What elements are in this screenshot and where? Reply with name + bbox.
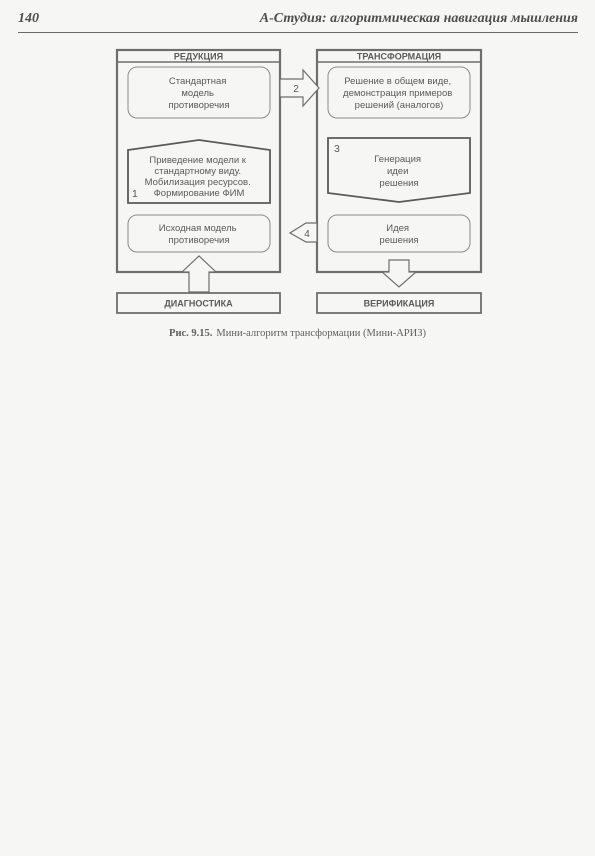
- figure-number: Рис. 9.15.: [169, 328, 213, 339]
- left-middle-box-number: 1: [132, 188, 138, 200]
- left-top-box-text: Стандартная модель противоречия: [168, 76, 230, 111]
- up-arrow-diagnostics: [182, 256, 216, 292]
- left-middle-box-text: Приведение модели к стандартному виду. Мобилизация ресурсов. Формирование ФИМ: [144, 155, 251, 199]
- verification-label: ВЕРИФИКАЦИЯ: [363, 298, 435, 309]
- right-panel-title: ТРАНСФОРМАЦИЯ: [356, 51, 442, 62]
- arrow-right-2-label: 2: [293, 84, 299, 95]
- right-middle-box-number: 3: [334, 143, 340, 155]
- arrow-right-2: [280, 70, 319, 106]
- figure-caption: [0, 328, 595, 339]
- arrow-left-4-label: 4: [304, 229, 310, 240]
- diagnostics-label: ДИАГНОСТИКА: [164, 298, 233, 309]
- running-title: А-Студия: алгоритмическая навигация мышления: [259, 11, 578, 26]
- right-top-box-text: Решение в общем виде, демонстрация примеров решений (аналогов): [343, 76, 453, 111]
- left-bottom-box-text: Исходная модель противоречия: [158, 223, 237, 246]
- figure-caption-text: Мини-алгоритм трансформации (Мини-АРИЗ): [216, 328, 426, 339]
- page-number: 140: [18, 11, 39, 26]
- left-panel-title: РЕДУКЦИЯ: [173, 51, 224, 62]
- mini-ariz-diagram: [0, 0, 595, 330]
- right-bottom-box-text: Идея решения: [379, 223, 419, 246]
- down-arrow-verification: [382, 260, 416, 287]
- right-middle-box-text: Генерация идеи решения: [374, 154, 422, 189]
